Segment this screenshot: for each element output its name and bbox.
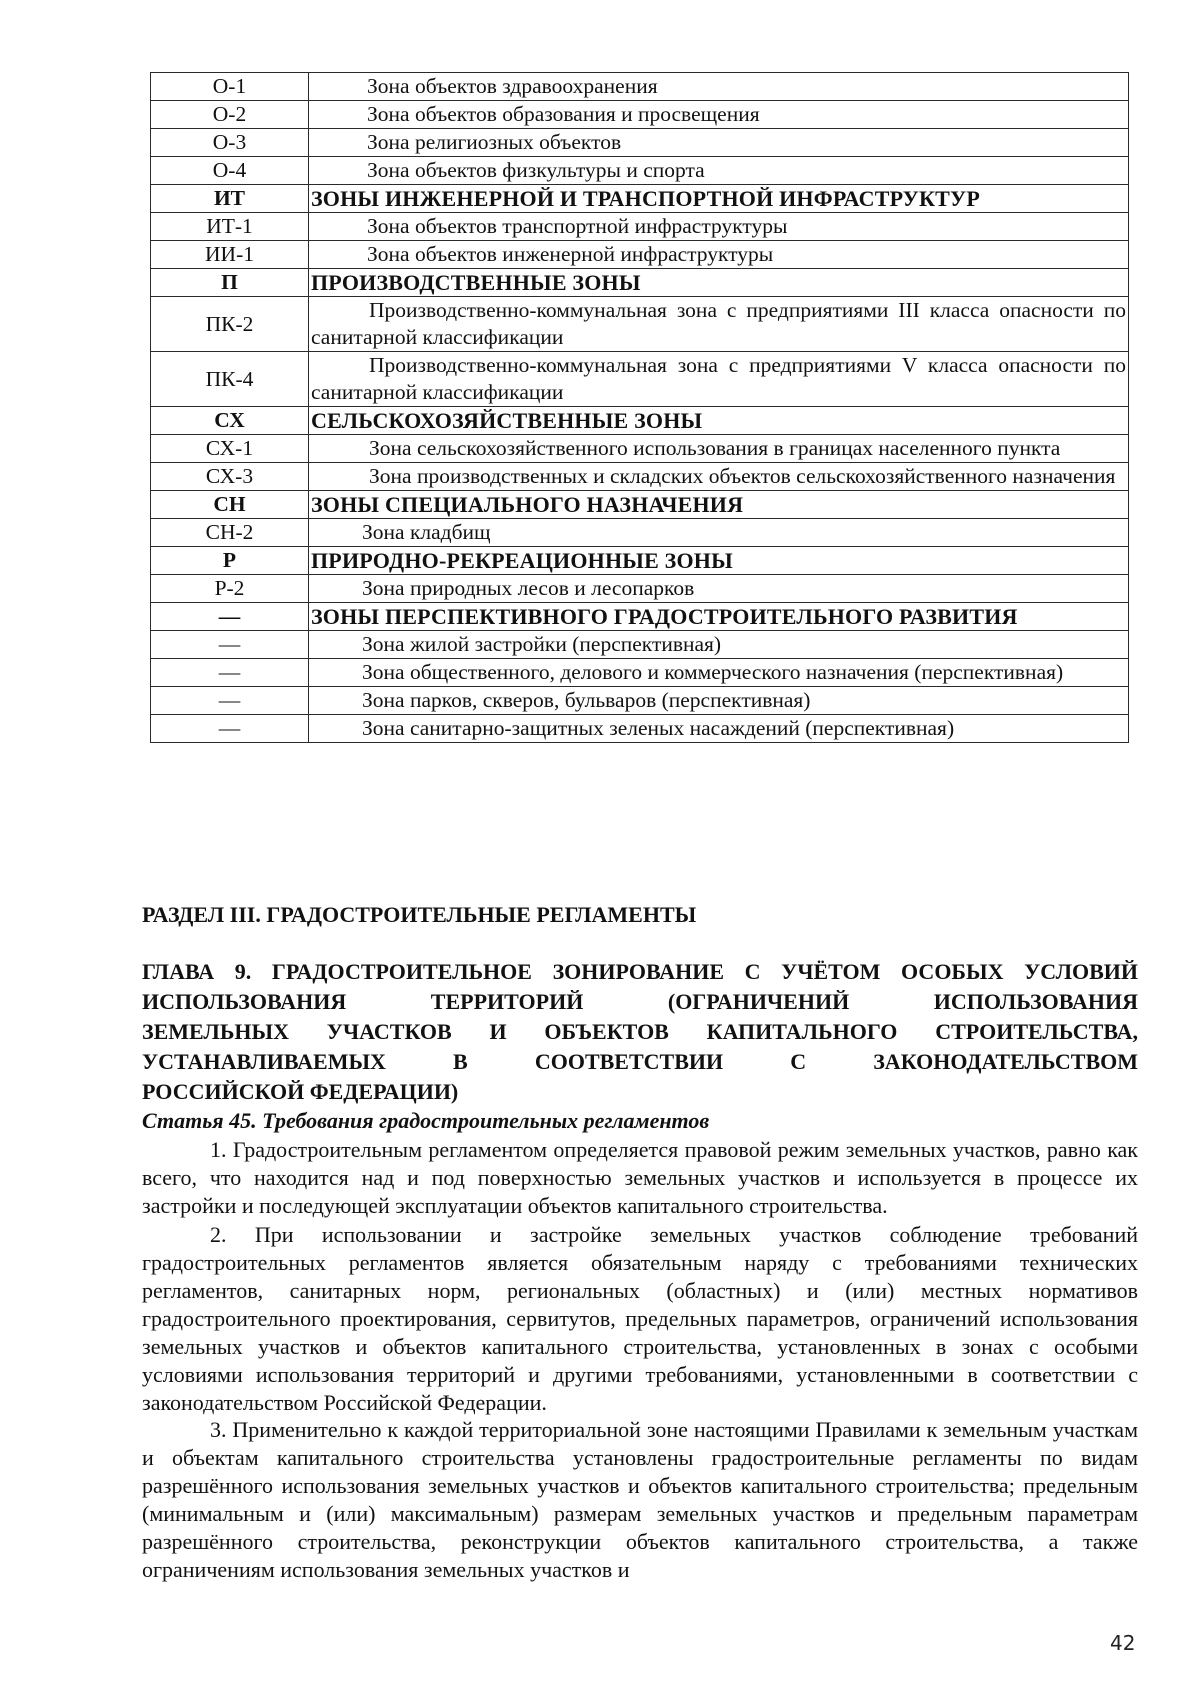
zone-row <box>151 241 1129 269</box>
zone-name: Зона объектов инженерной инфраструктуры <box>309 241 1129 269</box>
zone-name: Зона жилой застройки (перспективная) <box>309 631 1129 659</box>
chapter-heading-line: ИСПОЛЬЗОВАНИЯ ТЕРРИТОРИЙ (ОГРАНИЧЕНИЙ ИСПОЛЬЗОВАНИЯ <box>142 989 1138 1014</box>
zone-row <box>151 73 1129 101</box>
zone-name: Зона объектов образования и просвещения <box>309 101 1129 129</box>
zone-code: СХ <box>151 407 309 435</box>
zone-name: Зона санитарно-защитных зеленых насаждений (перспективная) <box>309 715 1129 743</box>
zone-name: ЗОНЫ ИНЖЕНЕРНОЙ И ТРАНСПОРТНОЙ ИНФРАСТРУКТУР <box>309 185 1129 213</box>
zone-row <box>151 352 1129 407</box>
zone-row <box>151 157 1129 185</box>
zones-table-body <box>151 73 1129 743</box>
zone-name: Зона объектов здравоохранения <box>309 73 1129 101</box>
zone-code: О-4 <box>151 157 309 185</box>
page-number: 42 <box>1110 1631 1136 1655</box>
zone-row <box>151 129 1129 157</box>
zone-name: Зона религиозных объектов <box>309 129 1129 157</box>
zone-code: — <box>151 715 309 743</box>
zone-code: ИИ-1 <box>151 241 309 269</box>
zone-row <box>151 631 1129 659</box>
zone-code: ПК-2 <box>151 297 309 352</box>
zone-code: ИТ-1 <box>151 213 309 241</box>
paragraph-2: 2. При использовании и застройке земельных участков соблюдение требований градостроительных регламентов является обязательным наряду с требованиями технических регламентов, санитарных норм, региональных (областных) и (или) местных нормативов градостроительного проектирования, сервитутов, предельных параметров, ограничений использования земельных участков и объектов капитального строительства, установленных в зонах с особыми условиями использования территорий и другими требованиями, установленными в соответствии с законодательством Российской Федерации. <box>142 1222 1138 1415</box>
zone-code: СН-2 <box>151 519 309 547</box>
zone-name: СЕЛЬСКОХОЗЯЙСТВЕННЫЕ ЗОНЫ <box>309 407 1129 435</box>
zone-code: — <box>151 603 309 631</box>
zone-code: Р-2 <box>151 575 309 603</box>
zone-name: ПРИРОДНО-РЕКРЕАЦИОННЫЕ ЗОНЫ <box>309 547 1129 575</box>
zone-row <box>151 575 1129 603</box>
chapter-heading-line: РОССИЙСКОЙ ФЕДЕРАЦИИ) <box>142 1079 459 1104</box>
zone-name: Зона объектов транспортной инфраструктуры <box>309 213 1129 241</box>
zone-row <box>151 659 1129 687</box>
zone-row <box>151 519 1129 547</box>
zone-code: Р <box>151 547 309 575</box>
section-heading: РАЗДЕЛ III. ГРАДОСТРОИТЕЛЬНЫЕ РЕГЛАМЕНТЫ <box>142 902 697 927</box>
zone-code: О-2 <box>151 101 309 129</box>
zone-name: ПРОИЗВОДСТВЕННЫЕ ЗОНЫ <box>309 269 1129 297</box>
paragraph-3: 3. Применительно к каждой территориальной зоне настоящими Правилами к земельным участкам и объектам капитального строительства установлены градостроительные регламенты по видам разрешённого использования земельных участков и объектов капитального строительства; предельным (минимальным и (или) максимальным) размерам земельных участков и предельным параметрам разрешённого строительства, реконструкции объектов капитального строительства, а также ограничениям использования земельных участков и <box>142 1417 1138 1582</box>
zone-code: — <box>151 631 309 659</box>
zones-table <box>150 72 1129 743</box>
zone-code: ИТ <box>151 185 309 213</box>
zone-code: — <box>151 659 309 687</box>
zone-name: Зона сельскохозяйственного использования в границах населенного пункта <box>309 435 1129 463</box>
zone-code: О-3 <box>151 129 309 157</box>
zone-code: ПК-4 <box>151 352 309 407</box>
chapter-heading-line: ГЛАВА 9. ГРАДОСТРОИТЕЛЬНОЕ ЗОНИРОВАНИЕ С УЧЁТОМ ОСОБЫХ УСЛОВИЙ <box>142 959 1138 984</box>
zone-group-row <box>151 491 1129 519</box>
zone-row <box>151 715 1129 743</box>
zone-group-row <box>151 603 1129 631</box>
zone-group-row <box>151 547 1129 575</box>
article-title: Статья 45. Требования градостроительных регламентов <box>142 1108 710 1133</box>
chapter-heading <box>142 957 1138 1107</box>
zone-code: СХ-3 <box>151 463 309 491</box>
paragraph-1: 1. Градостроительным регламентом определяется правовой режим земельных участков, равно как всего, что находится над и под поверхностью земельных участков и используется в процессе их застройки и последующей эксплуатации объектов капитального строительства. <box>142 1137 1138 1218</box>
zone-name: Производственно-коммунальная зона с предприятиями V класса опасности по санитарной классификации <box>309 352 1129 407</box>
zone-name: Зона природных лесов и лесопарков <box>309 575 1129 603</box>
zone-name: ЗОНЫ ПЕРСПЕКТИВНОГО ГРАДОСТРОИТЕЛЬНОГО РАЗВИТИЯ <box>309 603 1129 631</box>
zone-row <box>151 463 1129 491</box>
zone-code: СН <box>151 491 309 519</box>
zone-name: Зона кладбищ <box>309 519 1129 547</box>
zone-group-row <box>151 185 1129 213</box>
zone-row <box>151 435 1129 463</box>
zone-name: Зона объектов физкультуры и спорта <box>309 157 1129 185</box>
zone-name: ЗОНЫ СПЕЦИАЛЬНОГО НАЗНАЧЕНИЯ <box>309 491 1129 519</box>
zone-name: Зона общественного, делового и коммерческого назначения (перспективная) <box>309 659 1129 687</box>
zone-row <box>151 101 1129 129</box>
zone-code: П <box>151 269 309 297</box>
zone-row <box>151 297 1129 352</box>
zone-name: Производственно-коммунальная зона с предприятиями III класса опасности по санитарной классификации <box>309 297 1129 352</box>
chapter-heading-line: ЗЕМЕЛЬНЫХ УЧАСТКОВ И ОБЪЕКТОВ КАПИТАЛЬНОГО СТРОИТЕЛЬСТВА, <box>142 1019 1138 1044</box>
zone-group-row <box>151 407 1129 435</box>
zone-code: СХ-1 <box>151 435 309 463</box>
zone-code: — <box>151 687 309 715</box>
zone-row <box>151 213 1129 241</box>
chapter-heading-line: УСТАНАВЛИВАЕМЫХ В СООТВЕТСТВИИ С ЗАКОНОДАТЕЛЬСТВОМ <box>142 1049 1138 1074</box>
zone-row <box>151 687 1129 715</box>
zone-name: Зона производственных и складских объектов сельскохозяйственного назначения <box>309 463 1129 491</box>
zone-code: О-1 <box>151 73 309 101</box>
zone-group-row <box>151 269 1129 297</box>
zone-name: Зона парков, скверов, бульваров (перспективная) <box>309 687 1129 715</box>
